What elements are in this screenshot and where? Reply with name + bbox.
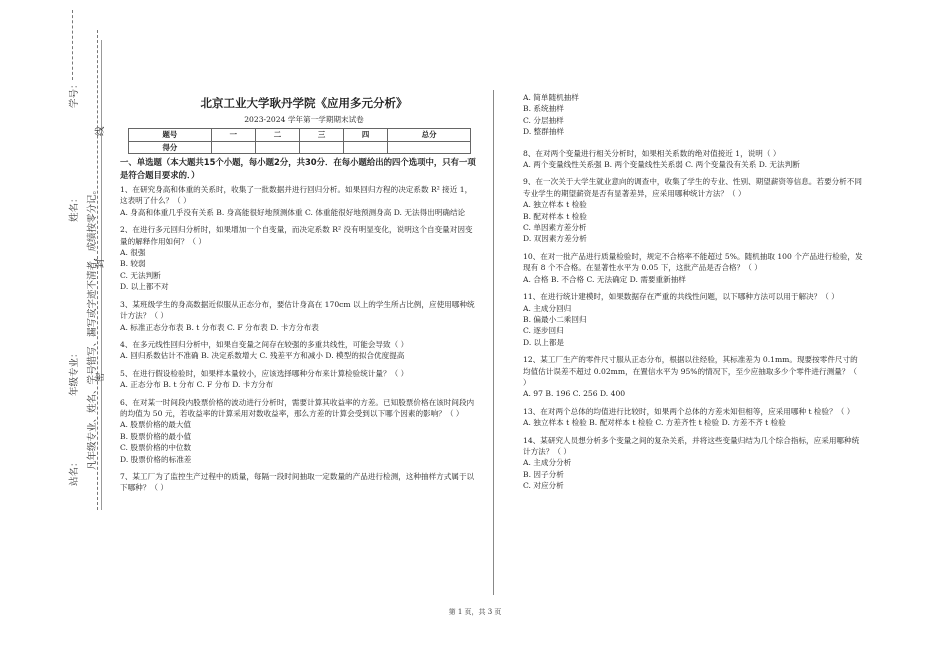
exam-subtitle: 2023-2024 学年第一学期期末试卷 bbox=[244, 115, 364, 124]
answer-option[interactable]: A. 很强 bbox=[120, 248, 146, 258]
question-item bbox=[523, 406, 863, 429]
question-item bbox=[120, 299, 478, 333]
score-cell: 三 bbox=[299, 129, 343, 141]
question-item bbox=[523, 354, 863, 400]
student-id-label: 学号： bbox=[69, 79, 80, 108]
score-cell: 题号 bbox=[129, 129, 212, 141]
score-cell: 总分 bbox=[388, 129, 471, 141]
answer-option[interactable]: C. 单因素方差分析 bbox=[523, 223, 587, 233]
right-column bbox=[523, 92, 863, 492]
question-stem: 10、在对一批产品进行质量检验时，规定不合格率不能超过 5%。随机抽取 100 个产品进行检验，发现有 8 个不合格。在显著性水平为 0.05 下，这批产品是否合格？（ ） bbox=[523, 251, 863, 273]
answer-option[interactable]: A. 两个变量线性关系强 B. 两个变量线性关系弱 C. 两个变量没有关系 D. 无法判断 bbox=[523, 160, 800, 170]
answer-option[interactable]: C. 无法判断 bbox=[120, 270, 161, 280]
question-item bbox=[523, 251, 863, 285]
student-id-line bbox=[72, 10, 73, 80]
question-item bbox=[120, 397, 478, 465]
question-item bbox=[120, 339, 478, 362]
answer-option[interactable]: A. 回归系数估计不准确 B. 决定系数增大 C. 残差平方和减小 D. 模型的拟合优度提高 bbox=[120, 351, 405, 361]
question-stem: 14、某研究人员想分析多个变量之间的复杂关系，并将这些变量归结为几个综合指标，应采用哪种统计方法？（ ） bbox=[523, 435, 860, 456]
answer-option[interactable]: A. 97 B. 196 C. 256 D. 400 bbox=[523, 389, 626, 399]
question-stem: 3、某班级学生的身高数据近似服从正态分布，要估计身高在 170cm 以上的学生所占比例，应使用哪种统计方法？（ ） bbox=[120, 299, 475, 321]
score-blank[interactable] bbox=[344, 141, 388, 153]
answer-option[interactable]: C. 分层抽样 bbox=[523, 115, 564, 125]
score-blank[interactable] bbox=[211, 141, 255, 153]
score-blank[interactable] bbox=[388, 141, 471, 153]
question-stem: 11、在进行统计建模时，如果数据存在严重的共线性问题，以下哪种方法可以用于解决？（ ） bbox=[523, 292, 839, 302]
score-table bbox=[128, 128, 471, 154]
question-stem: 13、在对两个总体的均值进行比较时，如果两个总体的方差未知但相等，应采用哪种 t 检验？（ ） bbox=[523, 406, 855, 416]
answer-option[interactable]: B. 偏最小二乘回归 bbox=[523, 314, 587, 324]
question-item bbox=[523, 176, 863, 244]
question-item bbox=[120, 184, 478, 218]
question-stem: 9、在一次关于大学生就业意向的调查中，收集了学生的专业、性别、期望薪资等信息。若要分析不同专业学生的期望薪资是否有显著差异，应采用哪种统计方法？（ ） bbox=[523, 177, 862, 198]
score-table-score-row bbox=[129, 141, 471, 153]
question-stem: 5、在进行假设检验时，如果样本量较小，应该选择哪种分布来计算检验统计量？（ ） bbox=[120, 368, 409, 378]
answer-option[interactable]: A. 主成分分析 bbox=[523, 458, 572, 468]
score-blank[interactable] bbox=[299, 141, 343, 153]
question-item bbox=[523, 148, 863, 171]
exam-title: 北京工业大学耿丹学院《应用多元分析》 bbox=[200, 96, 408, 110]
score-table-header-row bbox=[129, 129, 471, 141]
question-stem: 1、在研究身高和体重的关系时，收集了一批数据并进行回归分析。如果回归方程的决定系数 R² 接近 1，这表明了什么？（ ） bbox=[120, 185, 473, 206]
binding-solid-line bbox=[101, 40, 102, 510]
question-stem: 2、在进行多元回归分析时，如果增加一个自变量，而决定系数 R² 没有明显变化，说明这个自变量对因变量的解释作用如何？（ ） bbox=[120, 225, 473, 246]
answer-option[interactable]: B. 股票价格的最小值 bbox=[120, 431, 192, 441]
left-question-list bbox=[120, 184, 478, 494]
section-heading: 一、单选题（本大题共15个小题，每小题2分，共30分．在每小题给出的四个选项中，只有一项是符合题目要求的．） bbox=[120, 157, 476, 180]
line-mark-xian: 线 bbox=[95, 126, 106, 136]
answer-option[interactable]: B. 系统抽样 bbox=[523, 104, 564, 114]
answer-option[interactable]: C. 逐步回归 bbox=[523, 326, 564, 336]
page-footer: 第 1 页，共 3 页 bbox=[448, 608, 502, 616]
school-label: 站名： bbox=[69, 457, 80, 486]
column-divider bbox=[493, 90, 494, 595]
question-stem: 8、在对两个变量进行相关分析时，如果相关系数的绝对值接近 1，说明（ ） bbox=[523, 148, 781, 158]
answer-option[interactable]: C. 股票价格的中位数 bbox=[120, 443, 192, 453]
question-item bbox=[120, 224, 478, 292]
answer-option[interactable]: A. 独立样本 t 检验 bbox=[523, 200, 587, 210]
answer-option[interactable]: A. 合格 B. 不合格 C. 无法确定 D. 需要重新抽样 bbox=[523, 274, 686, 284]
name-label: 姓名： bbox=[69, 193, 80, 222]
answer-option[interactable]: A. 标准正态分布表 B. t 分布表 C. F 分布表 D. 卡方分布表 bbox=[120, 322, 319, 332]
answer-option[interactable]: D. 以上都不对 bbox=[120, 282, 169, 292]
q7-options bbox=[523, 92, 863, 138]
question-item bbox=[120, 368, 478, 391]
answer-option[interactable]: A. 正态分布 B. t 分布 C. F 分布 D. 卡方分布 bbox=[120, 380, 274, 390]
answer-option[interactable]: A. 独立样本 t 检验 B. 配对样本 t 检验 C. 方差齐性 t 检验 D. 方差不齐 t 检验 bbox=[523, 418, 786, 428]
answer-option[interactable]: D. 股票价格的标准差 bbox=[120, 454, 192, 464]
answer-option[interactable]: B. 因子分析 bbox=[523, 469, 564, 479]
left-column bbox=[120, 96, 478, 494]
binding-margin bbox=[0, 0, 110, 672]
answer-option[interactable]: D. 整群抽样 bbox=[523, 127, 565, 137]
answer-option[interactable]: A. 简单随机抽样 bbox=[523, 93, 579, 102]
score-cell: 二 bbox=[255, 129, 299, 141]
major-label: 年级专业： bbox=[69, 348, 80, 396]
answer-option[interactable]: C. 对应分析 bbox=[523, 481, 564, 491]
answer-option[interactable]: D. 以上都是 bbox=[523, 337, 565, 347]
answer-option[interactable]: A. 身高和体重几乎没有关系 B. 身高能很好地预测体重 C. 体重能很好地预测身高 D. 无法得出明确结论 bbox=[120, 207, 466, 217]
score-row-label: 得分 bbox=[129, 141, 212, 153]
answer-option[interactable]: B. 配对样本 t 检验 bbox=[523, 211, 587, 221]
line-mark-feng: 封 bbox=[95, 258, 106, 268]
answer-option[interactable]: A. 股票价格的最大值 bbox=[120, 420, 192, 430]
score-cell: 一 bbox=[211, 129, 255, 141]
line-mark-mi: 密 bbox=[95, 372, 106, 382]
notice-text: 凡年级专业、姓名、学号错写、漏写或字迹不清者，成绩按零分记。 bbox=[87, 184, 98, 470]
question-item bbox=[523, 291, 863, 348]
question-stem: 12、某工厂生产的零件尺寸服从正态分布，根据以往经验，其标准差为 0.1mm。现要按零件尺寸的均值估计误差不超过 0.02mm，在置信水平为 95%的情况下，至少应抽取多少个零件进行测量？（ ） bbox=[523, 355, 858, 387]
answer-option[interactable]: D. 双因素方差分析 bbox=[523, 234, 587, 244]
answer-option[interactable]: A. 主成分回归 bbox=[523, 303, 572, 313]
question-item bbox=[523, 435, 863, 492]
question-stem: 7、某工厂为了监控生产过程中的质量，每隔一段时间抽取一定数量的产品进行检测，这种抽样方式属于以下哪种？（ ） bbox=[120, 471, 475, 493]
question-stem: 6、在对某一时间段内股票价格的波动进行分析时，需要计算其收益率的方差。已知股票价格在该时间段内的均值为 50 元，若收益率的计算采用对数收益率，那么方差的计算会受到以下哪个因素的影响？（ ） bbox=[120, 397, 475, 418]
answer-option[interactable]: B. 较弱 bbox=[120, 259, 146, 269]
score-blank[interactable] bbox=[255, 141, 299, 153]
question-stem: 4、在多元线性回归分析中，如果自变量之间存在较强的多重共线性，可能会导致（ ） bbox=[120, 339, 409, 349]
score-cell: 四 bbox=[344, 129, 388, 141]
right-question-list bbox=[523, 148, 863, 492]
question-item bbox=[120, 471, 478, 494]
